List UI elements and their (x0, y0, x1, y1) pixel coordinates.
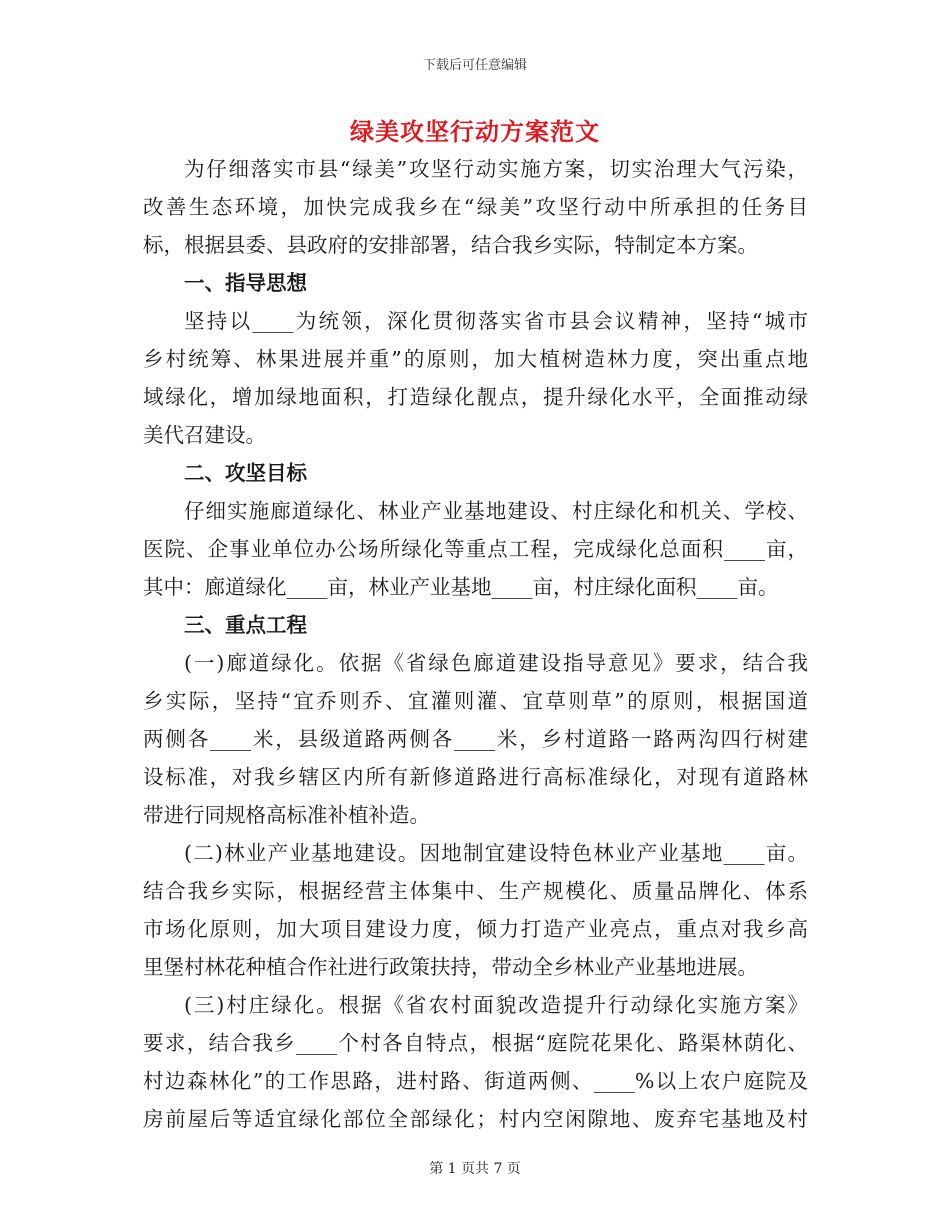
forestry-base-paragraph (143, 834, 808, 986)
text-line: 里堡村林花种植合作社进行政策扶持，带动全乡林业产业基地进展。 (143, 955, 758, 979)
page-footer: 第 1 页共 7 页 (429, 1161, 521, 1177)
document-body (143, 150, 808, 1138)
text-line: 乡村统筹、林果进展并重”的原则，加大植树造林力度，突出重点地 (143, 347, 808, 371)
document-title: 绿美攻坚行动方案范文 (350, 117, 600, 146)
text-line: 标，根据县委、县政府的安排部署，结合我乡实际，特制定本方案。 (143, 233, 758, 257)
text-line: 坚持以____为统领，深化贯彻落实省市县会议精神，坚持“城市 (184, 309, 808, 333)
text-line: 村边森林化”的工作思路，进村路、街道两侧、____%以上农户庭院及 (143, 1069, 808, 1093)
text-line: 域绿化，增加绿地面积，打造绿化靓点，提升绿化水平，全面推动绿 (143, 385, 808, 409)
text-line: 设标准，对我乡辖区内所有新修道路进行高标准绿化，对现有道路林 (143, 765, 808, 789)
section-heading-guiding-ideology: 一、指导思想 (184, 271, 307, 295)
section-heading-key-projects: 三、重点工程 (184, 613, 307, 637)
section-heading-targets: 二、攻坚目标 (184, 461, 307, 485)
text-line: (二)林业产业基地建设。因地制宜建设特色林业产业基地____亩。 (184, 841, 808, 865)
header-note: 下载后可任意编辑 (422, 58, 527, 73)
text-line: (一)廊道绿化。依据《省绿色廊道建设指导意见》要求，结合我 (184, 651, 808, 675)
text-line: 两侧各____米，县级道路两侧各____米，乡村道路一路两沟四行树建 (143, 727, 808, 751)
text-line: 美代召建设。 (143, 423, 266, 447)
targets-paragraph (143, 492, 808, 606)
text-line: 要求，结合我乡____个村各自特点，根据“庭院花果化、路渠林荫化、 (143, 1031, 808, 1055)
corridor-greening-paragraph (143, 644, 808, 834)
village-greening-paragraph (143, 986, 808, 1138)
text-line: 房前屋后等适宜绿化部位全部绿化；村内空闲隙地、废弃宅基地及村 (143, 1107, 808, 1131)
guiding-ideology-paragraph (143, 302, 808, 454)
text-line: 乡实际，坚持“宜乔则乔、宜灌则灌、宜草则草”的原则，根据国道 (143, 689, 808, 713)
intro-paragraph (143, 150, 808, 264)
text-line: (三)村庄绿化。根据《省农村面貌改造提升行动绿化实施方案》 (184, 993, 808, 1017)
text-line: 带进行同规格高标准补植补造。 (143, 803, 430, 827)
text-line: 为仔细落实市县“绿美”攻坚行动实施方案，切实治理大气污染， (184, 157, 808, 181)
text-line: 其中：廊道绿化____亩，林业产业基地____亩，村庄绿化面积____亩。 (143, 575, 779, 599)
text-line: 改善生态环境，加快完成我乡在“绿美”攻坚行动中所承担的任务目 (143, 195, 808, 219)
text-line: 仔细实施廊道绿化、林业产业基地建设、村庄绿化和机关、学校、 (184, 499, 808, 523)
text-line: 医院、企事业单位办公场所绿化等重点工程，完成绿化总面积____亩， (143, 537, 808, 561)
text-line: 市场化原则，加大项目建设力度，倾力打造产业亮点，重点对我乡高 (143, 917, 808, 941)
text-line: 结合我乡实际，根据经营主体集中、生产规模化、质量品牌化、体系 (143, 879, 808, 903)
